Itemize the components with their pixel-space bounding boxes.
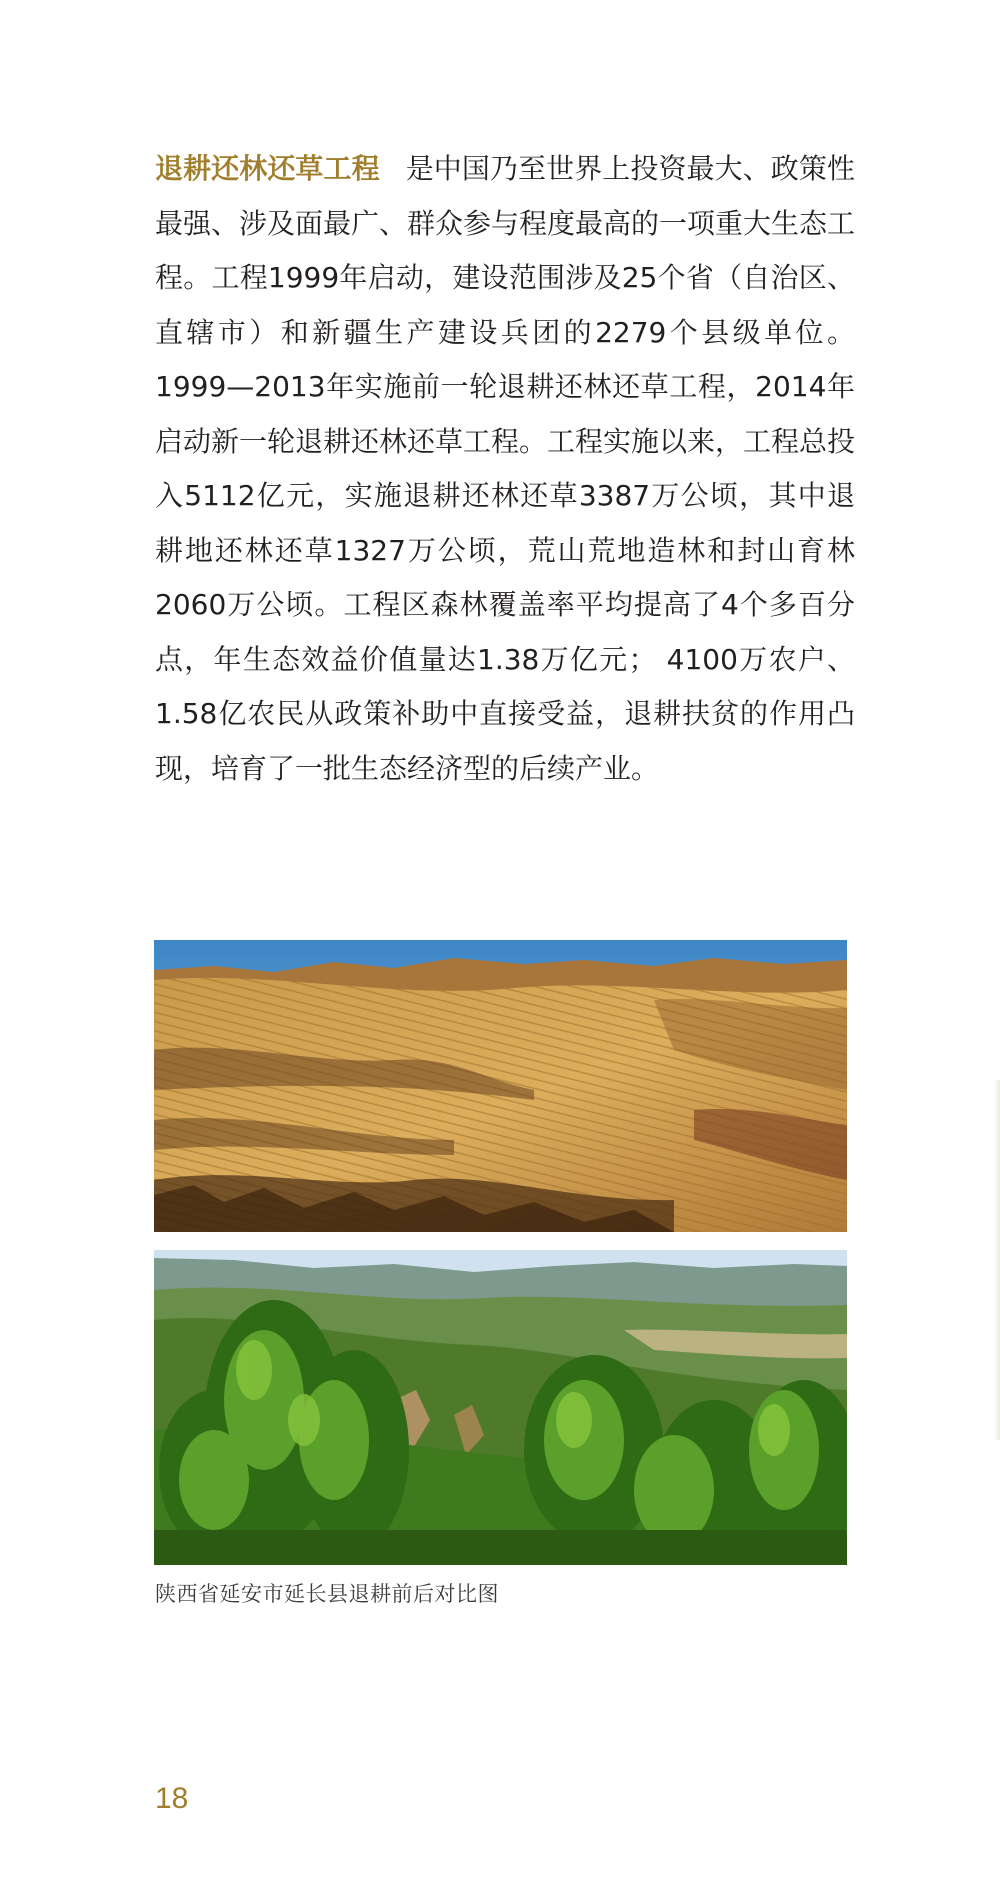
figure-caption: 陕西省延安市延长县退耕前后对比图 [155, 1582, 499, 1606]
photo-after-returning-farmland [154, 1250, 847, 1565]
page-number: 18 [155, 1782, 189, 1815]
page-edge-tint [994, 1080, 1000, 1440]
photo-before-returning-farmland [154, 940, 847, 1232]
lead-term: 退耕还林还草工程 [155, 152, 380, 185]
reforested-hills-image [154, 1250, 847, 1565]
article-paragraph [155, 142, 855, 796]
loess-terraces-image [154, 940, 847, 1232]
article-body: 是中国乃至世界上投资最大、政策性最强、涉及面最广、群众参与程度最高的一项重大生态工程。工程1999年启动，建设范围涉及25个省（自治区、直辖市）和新疆生产建设兵团的2279个县级单位。1999—2013年实施前一轮退耕还林还草工程，2014年启动新一轮退耕还林还草工程。工程实施以来，工程总投入5112亿元，实施退耕还林还草3387万公顷，其中退耕地还林还草1327万公顷，荒山荒地造林和封山育林2060万公顷。工程区森林覆盖率平均提高了4个多百分点，年生态效益价值量达1.38万亿元； 4100万农户、1.58亿农民从政策补助中直接受益，退耕扶贫的作用凸现，培育了一批生态经济型的后续产业。 [155, 152, 856, 785]
